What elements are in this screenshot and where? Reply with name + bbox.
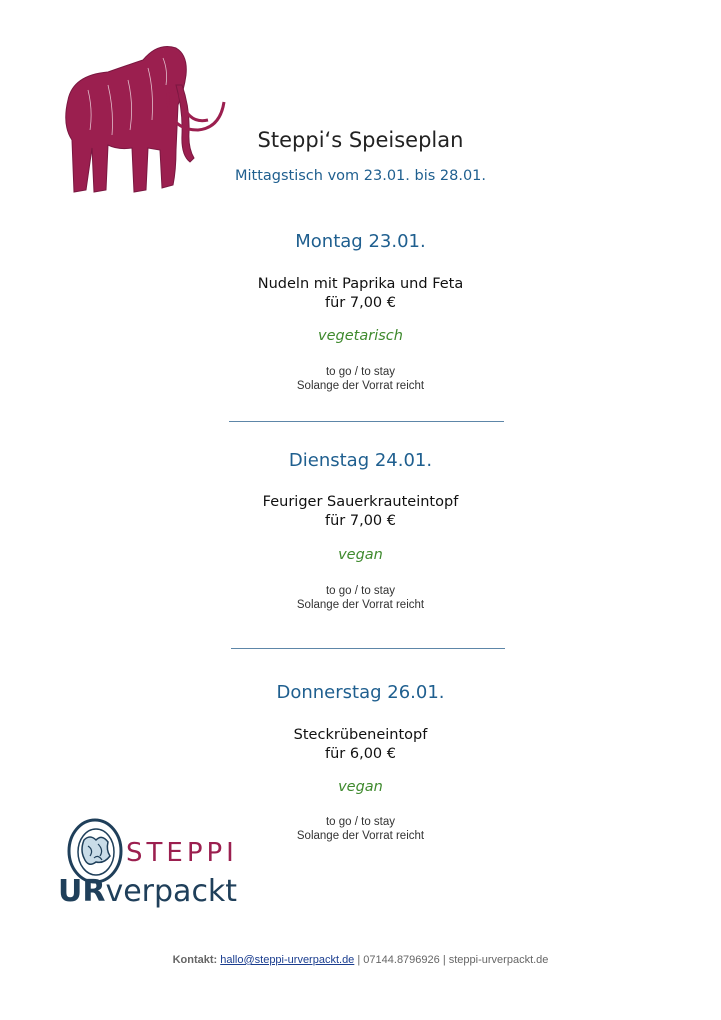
footer-phone: 07144.8796926 — [363, 954, 440, 966]
service-note: to go / to stay — [325, 585, 396, 597]
footer-separator: | — [442, 954, 446, 966]
day-heading: Dienstag 24.01. — [288, 450, 433, 471]
availability-note: Solange der Vorrat reicht — [296, 599, 425, 611]
brand-logo — [58, 818, 238, 918]
service-note: to go / to stay — [325, 816, 396, 828]
divider — [231, 648, 505, 649]
logo-text-verpackt: verpackt — [105, 874, 238, 909]
page-title: Steppi‘s Speiseplan — [257, 128, 464, 152]
dish-price: für 7,00 € — [325, 513, 396, 529]
diet-label: vegan — [338, 547, 383, 563]
service-note: to go / to stay — [325, 366, 396, 378]
footer-label: Kontakt: — [172, 954, 218, 966]
dish-price: für 6,00 € — [325, 746, 396, 762]
diet-label: vegetarisch — [318, 328, 403, 344]
divider — [229, 421, 504, 422]
logo-text-steppi: STEPPI — [126, 838, 238, 868]
footer-email-link[interactable]: hallo@steppi-urverpackt.de — [220, 954, 355, 966]
logo-text-urverpackt — [58, 874, 237, 909]
dish-name: Steckrübeneintopf — [293, 727, 428, 743]
footer-contact — [0, 954, 721, 966]
diet-label: vegan — [338, 779, 383, 795]
day-heading: Montag 23.01. — [295, 231, 426, 252]
logo-text-ur: UR — [58, 874, 106, 909]
availability-note: Solange der Vorrat reicht — [296, 380, 425, 392]
dish-name: Nudeln mit Paprika und Feta — [257, 276, 464, 292]
dish-name: Feuriger Sauerkrauteintopf — [262, 494, 459, 510]
availability-note: Solange der Vorrat reicht — [296, 830, 425, 842]
page-subtitle: Mittagstisch vom 23.01. bis 28.01. — [234, 168, 487, 184]
day-heading: Donnerstag 26.01. — [276, 682, 445, 703]
footer-website: steppi-urverpackt.de — [448, 954, 549, 966]
footer-separator: | — [357, 954, 361, 966]
dish-price: für 7,00 € — [325, 295, 396, 311]
